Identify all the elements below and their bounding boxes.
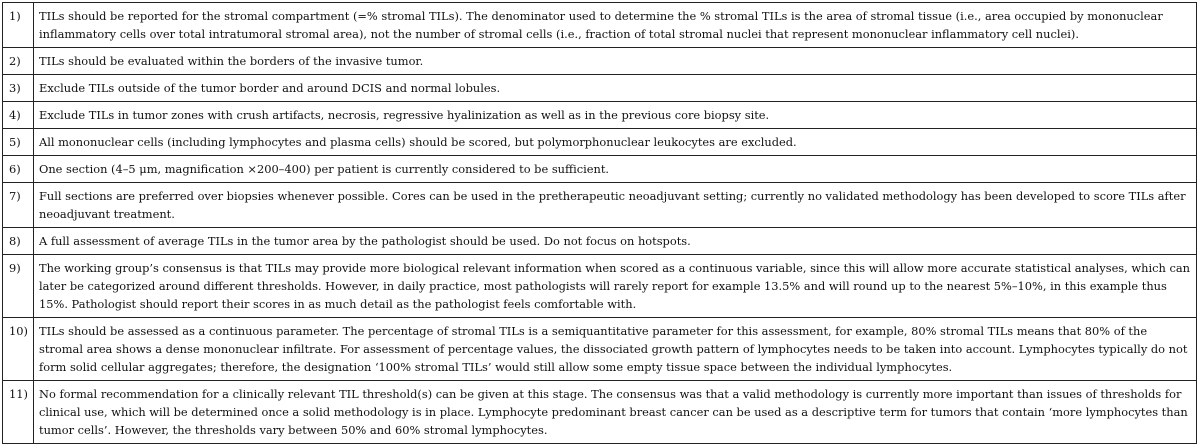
row-text: Full sections are preferred over biopsies whenever possible. Cores can be used in the pretherapeutic neoadjuvant setting; currently no validated methodology has been developed to score TILs after neoadjuvant treatment. bbox=[34, 183, 1197, 228]
table-row bbox=[3, 3, 1197, 48]
row-number: 9) bbox=[3, 255, 34, 318]
row-text: One section (4–5 μm, magnification ×200–400) per patient is currently considered to be sufficient. bbox=[34, 156, 1197, 183]
row-number: 6) bbox=[3, 156, 34, 183]
row-text: No formal recommendation for a clinically relevant TIL threshold(s) can be given at this stage. The consensus was that a valid methodology is currently more important than issues of thresholds for clinical use, which will be determined once a solid methodology is in place. Lymphocyte predominant breast cancer can be used as a descriptive term for tumors that contain ‘more lymphocytes than tumor cells’. However, the thresholds vary between 50% and 60% stromal lymphocytes. bbox=[34, 381, 1197, 444]
row-number: 7) bbox=[3, 183, 34, 228]
row-text: A full assessment of average TILs in the tumor area by the pathologist should be used. Do not focus on hotspots. bbox=[34, 228, 1197, 255]
row-text: Exclude TILs outside of the tumor border and around DCIS and normal lobules. bbox=[34, 75, 1197, 102]
row-text: TILs should be reported for the stromal compartment (=% stromal TILs). The denominator used to determine the % stromal TILs is the area of stromal tissue (i.e., area occupied by mononuclear inflammatory cells over total intratumoral stromal area), not the number of stromal cells (i.e., fraction of total stromal nuclei that represent mononuclear inflammatory cell nuclei). bbox=[34, 3, 1197, 48]
table-row bbox=[3, 381, 1197, 444]
row-number: 10) bbox=[3, 318, 34, 381]
row-number: 1) bbox=[3, 3, 34, 48]
row-number: 3) bbox=[3, 75, 34, 102]
recommendations-table bbox=[2, 2, 1197, 444]
row-text: The working group’s consensus is that TILs may provide more biological relevant information when scored as a continuous variable, since this will allow more accurate statistical analyses, which can later be categorized around different thresholds. However, in daily practice, most pathologists will rarely report for example 13.5% and will round up to the nearest 5%–10%, in this example thus 15%. Pathologist should report their scores in as much detail as the pathologist feels comfortable with. bbox=[34, 255, 1197, 318]
row-number: 4) bbox=[3, 102, 34, 129]
row-text: Exclude TILs in tumor zones with crush artifacts, necrosis, regressive hyalinization as well as in the previous core biopsy site. bbox=[34, 102, 1197, 129]
row-number: 2) bbox=[3, 48, 34, 75]
table-row bbox=[3, 48, 1197, 75]
row-text: TILs should be assessed as a continuous parameter. The percentage of stromal TILs is a semiquantitative parameter for this assessment, for example, 80% stromal TILs means that 80% of the stromal area shows a dense mononuclear infiltrate. For assessment of percentage values, the dissociated growth pattern of lymphocytes needs to be taken into account. Lymphocytes typically do not form solid cellular aggregates; therefore, the designation ‘100% stromal TILs’ would still allow some empty tissue space between the individual lymphocytes. bbox=[34, 318, 1197, 381]
table-row bbox=[3, 75, 1197, 102]
row-number: 11) bbox=[3, 381, 34, 444]
table-row bbox=[3, 183, 1197, 228]
row-text: TILs should be evaluated within the borders of the invasive tumor. bbox=[34, 48, 1197, 75]
table-row bbox=[3, 156, 1197, 183]
table-row bbox=[3, 318, 1197, 381]
row-number: 8) bbox=[3, 228, 34, 255]
table-row bbox=[3, 129, 1197, 156]
table-row bbox=[3, 255, 1197, 318]
table-row bbox=[3, 228, 1197, 255]
table-row bbox=[3, 102, 1197, 129]
row-text: All mononuclear cells (including lymphocytes and plasma cells) should be scored, but polymorphonuclear leukocytes are excluded. bbox=[34, 129, 1197, 156]
row-number: 5) bbox=[3, 129, 34, 156]
